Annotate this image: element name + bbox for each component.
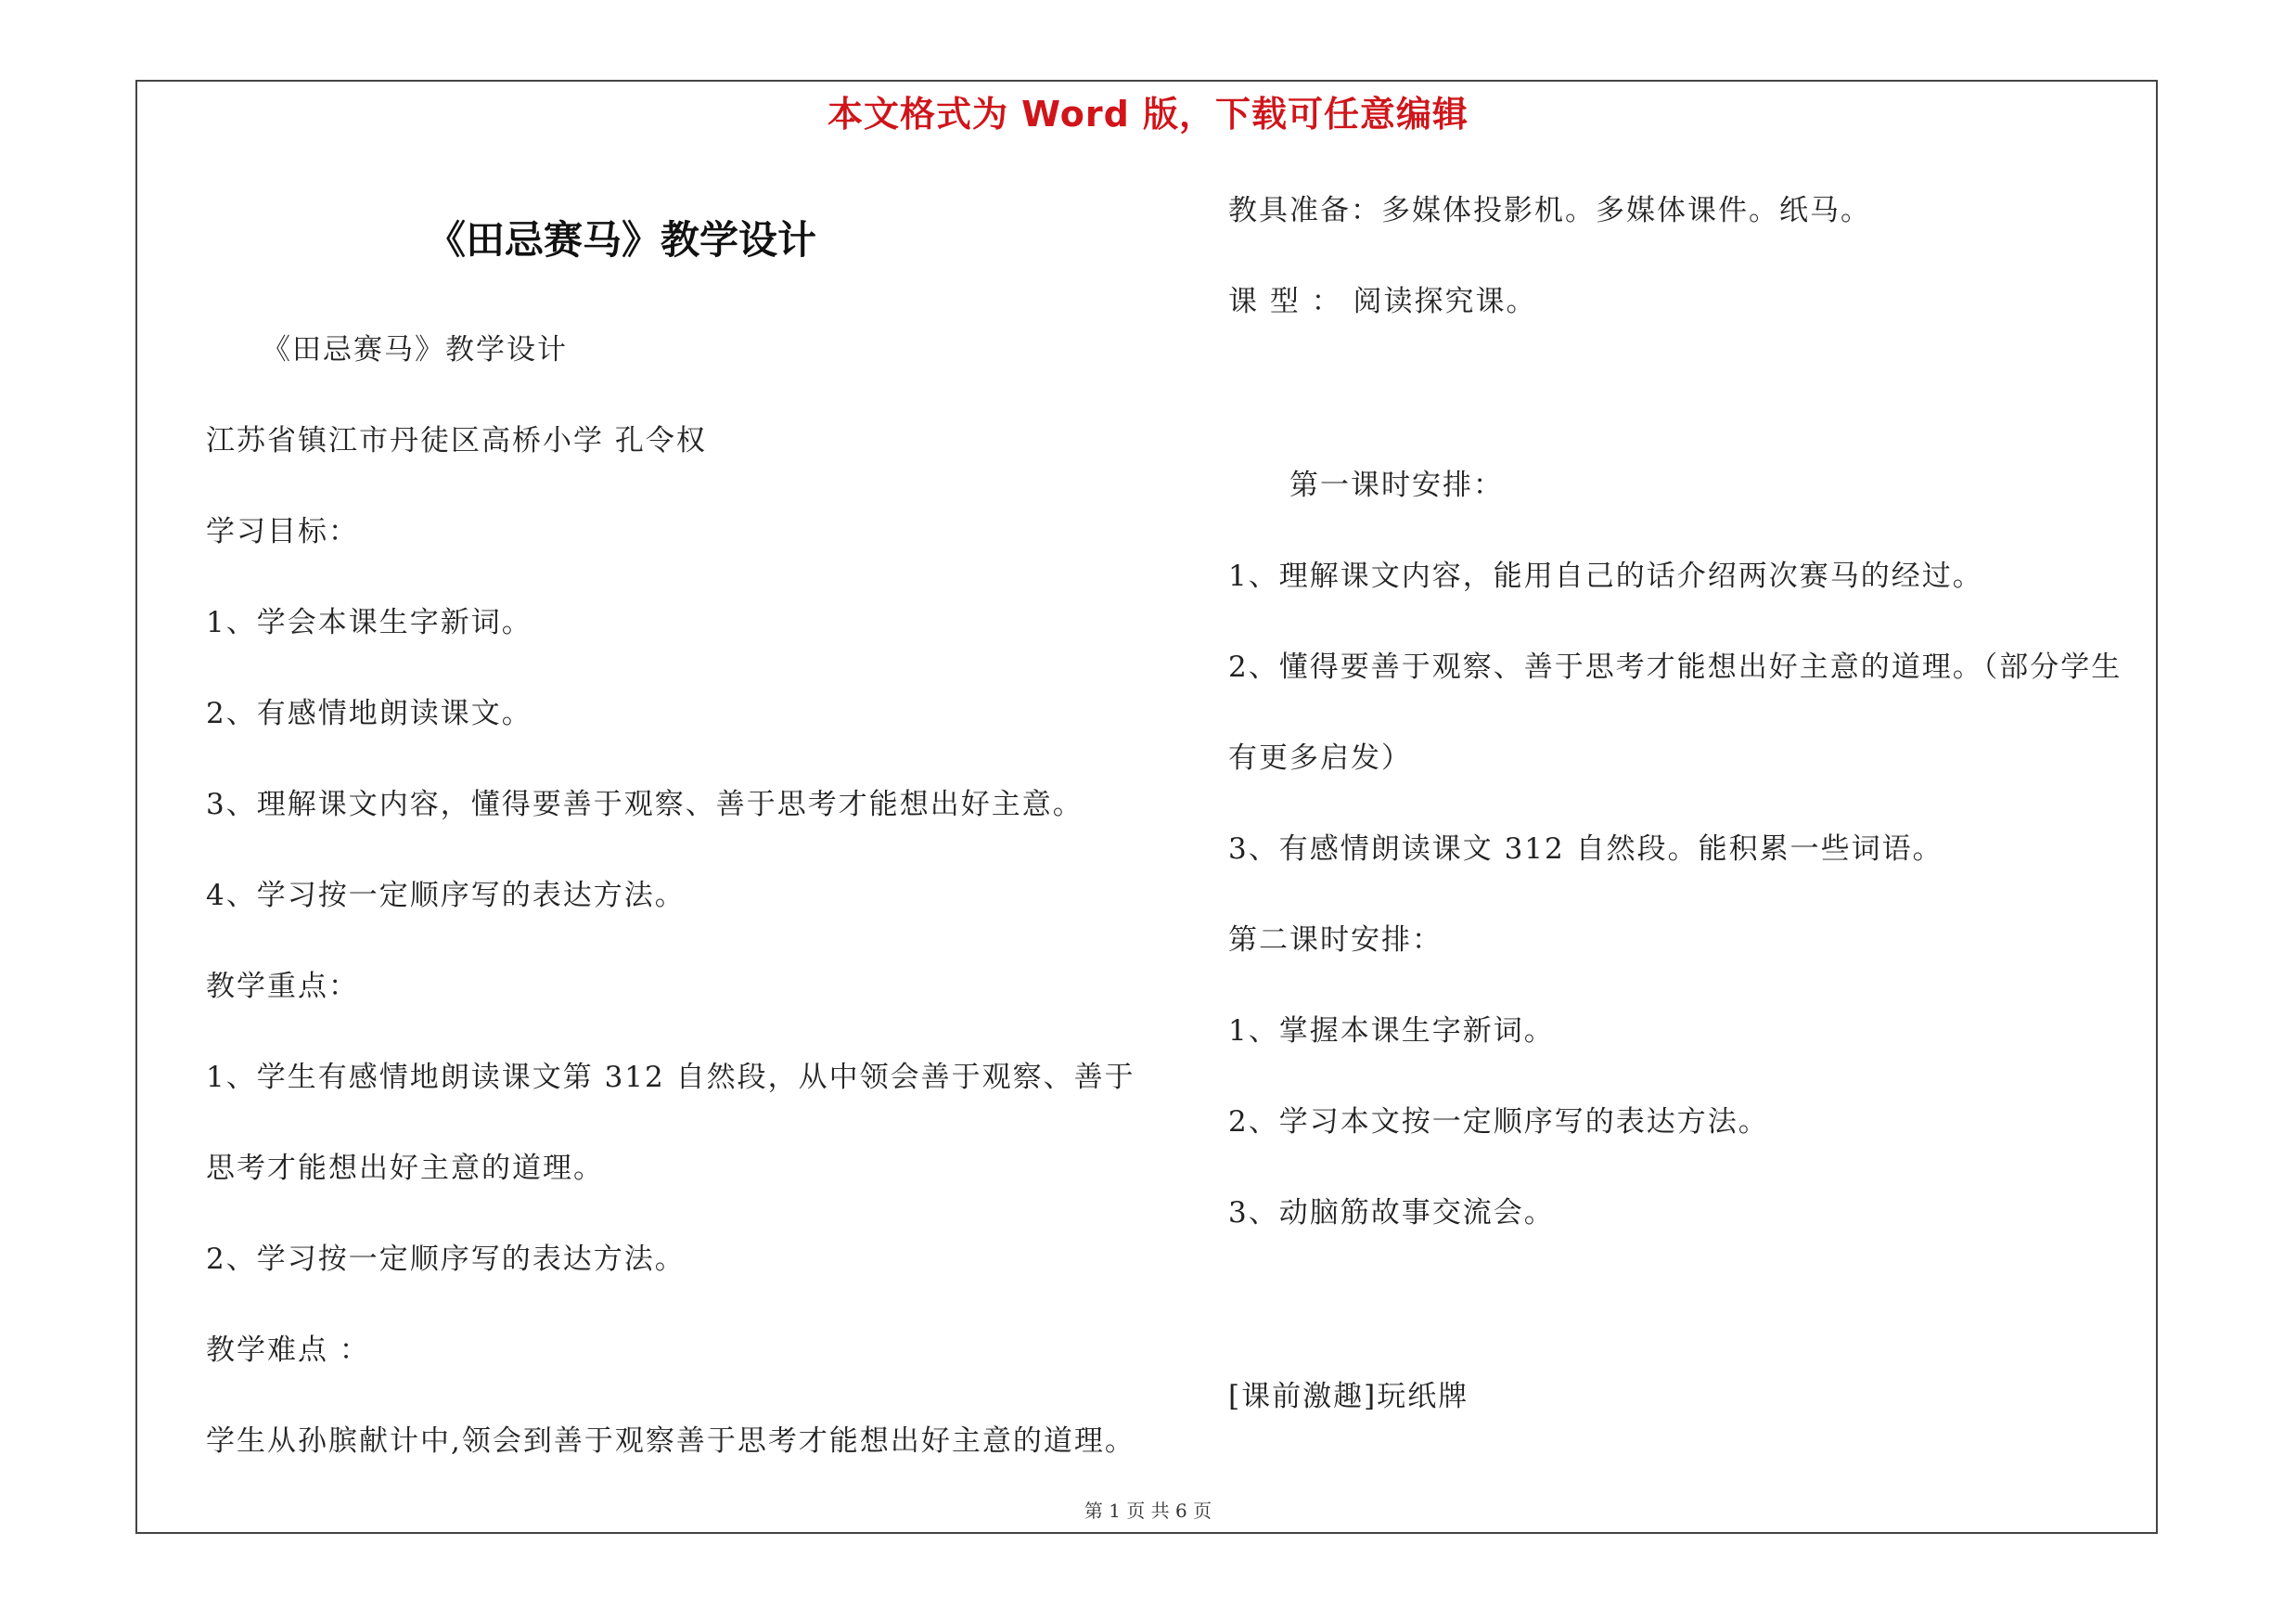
objective-item: 2、有感情地朗读课文。 — [206, 697, 532, 730]
section-heading-objectives: 学习目标： — [206, 515, 359, 548]
section-heading-difficulties: 教学难点 ： — [206, 1333, 370, 1367]
document-title: 《田忌赛马》教学设计 — [427, 217, 817, 263]
first-lesson-item-continued: 有更多启发） — [1228, 741, 1412, 775]
first-lesson-item: 2、懂得要善于观察、善于思考才能想出好主意的道理。（部分学生 — [1228, 650, 2123, 684]
subtitle-line: 《田忌赛马》教学设计 — [262, 333, 568, 367]
second-lesson-item: 3、动脑筋故事交流会。 — [1228, 1196, 1555, 1230]
second-lesson-item: 1、掌握本课生字新词。 — [1228, 1014, 1555, 1048]
second-lesson-item: 2、学习本文按一定顺序写的表达方法。 — [1228, 1105, 1769, 1139]
key-point-item: 1、学生有感情地朗读课文第 312 自然段，从中领会善于观察、善于 — [206, 1061, 1135, 1094]
format-banner: 本文格式为 Word 版，下载可任意编辑 — [827, 94, 1469, 135]
key-point-item-continued: 思考才能想出好主意的道理。 — [206, 1152, 604, 1185]
difficulty-item: 学生从孙膑献计中,领会到善于观察善于思考才能想出好主意的道理。 — [206, 1424, 1135, 1458]
objective-item: 4、学习按一定顺序写的表达方法。 — [206, 879, 686, 912]
author-line: 江苏省镇江市丹徒区高桥小学 孔令权 — [206, 424, 707, 457]
first-lesson-item: 1、理解课文内容，能用自己的话介绍两次赛马的经过。 — [1228, 560, 1983, 593]
teaching-aids-line: 教具准备：多媒体投影机。多媒体课件。纸马。 — [1228, 194, 1871, 227]
section-heading-second-lesson: 第二课时安排： — [1228, 923, 1443, 957]
section-heading-key-points: 教学重点： — [206, 970, 359, 1003]
warmup-activity-line: [课前激趣]玩纸牌 — [1228, 1380, 1469, 1413]
page-number-footer: 第 1 页 共 6 页 — [1084, 1500, 1212, 1522]
key-point-item: 2、学习按一定顺序写的表达方法。 — [206, 1243, 686, 1276]
objective-item: 1、学会本课生字新词。 — [206, 606, 532, 639]
objective-item: 3、理解课文内容，懂得要善于观察、善于思考才能想出好主意。 — [206, 788, 1084, 821]
section-heading-first-lesson: 第一课时安排： — [1289, 469, 1504, 502]
lesson-type-line: 课 型 ： 阅读探究课。 — [1228, 285, 1537, 318]
first-lesson-item: 3、有感情朗读课文 312 自然段。能积累一些词语。 — [1228, 832, 1943, 866]
